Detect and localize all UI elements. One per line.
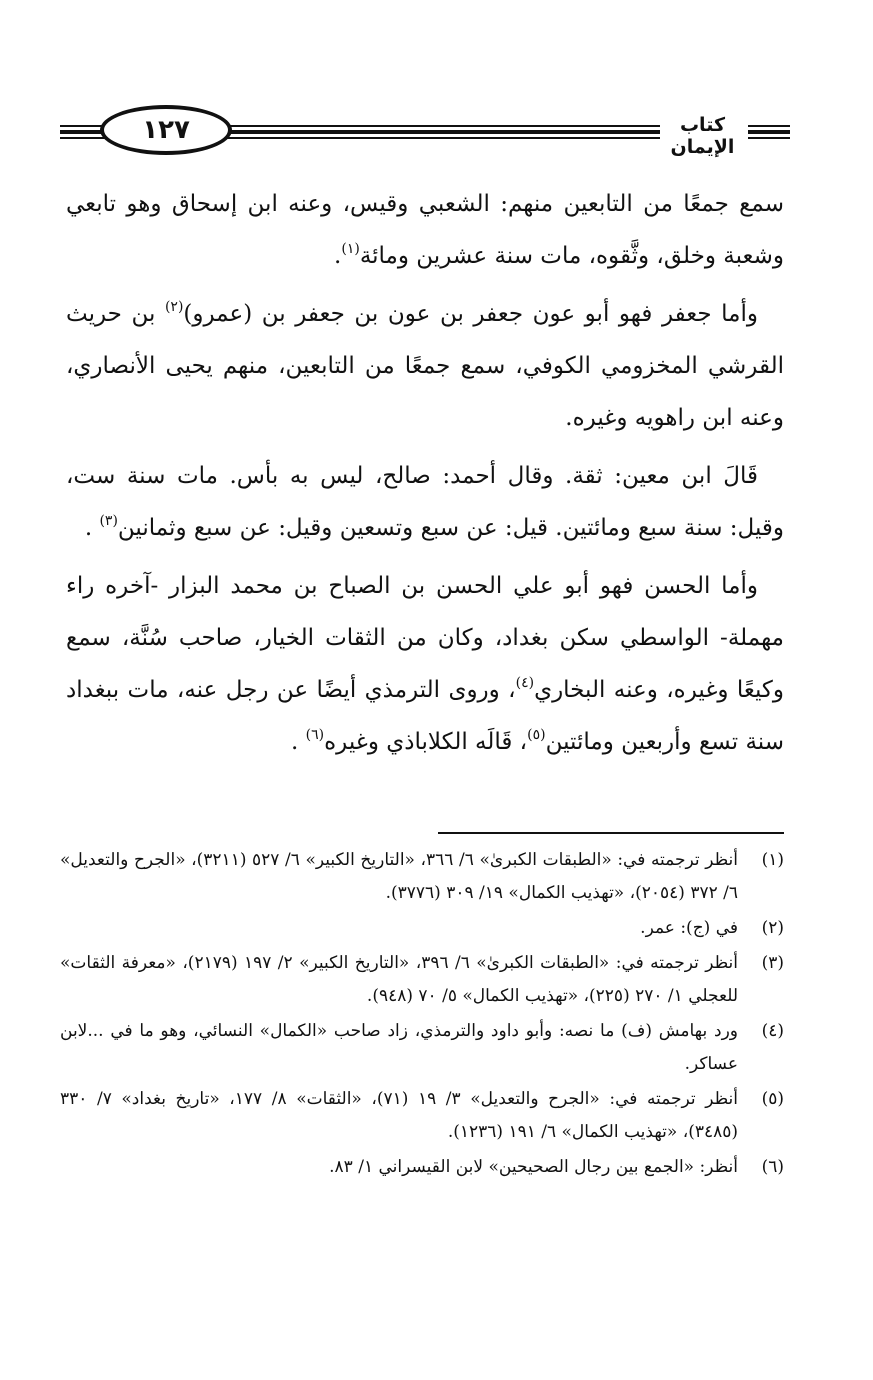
footnote-text: في (ج): عمر. <box>640 918 738 938</box>
footnote-text: أنظر: «الجمع بين رجال الصحيحين» لابن القيسراني ١/ ٨٣. <box>329 1157 738 1177</box>
header-rule-right <box>748 125 790 142</box>
footnote-reference: (٢) <box>164 299 184 315</box>
paragraph <box>66 288 784 444</box>
paragraph-text: ، قَالَه الكلاباذي وغيره <box>324 729 528 755</box>
footnote-number: (٦) <box>761 1157 784 1177</box>
paragraph <box>66 178 784 282</box>
footnote <box>60 1083 784 1149</box>
footnotes <box>60 844 784 1186</box>
footnote-reference: (٤) <box>515 675 535 691</box>
paragraph-text: وأما الحسن فهو أبو علي الحسن بن الصباح بن محمد البزار -آخره راء مهملة- الواسطي سكن بغداد، وكان من الثقات الخيار، صاحب سُنَّة، سمع وكيعًا وغيره، وعنه البخاري <box>66 573 784 703</box>
running-header <box>60 105 790 163</box>
footnote-number: (٣) <box>761 953 784 973</box>
paragraph <box>66 450 784 554</box>
footnote-reference: (١) <box>341 241 360 257</box>
paragraph-text: وأما جعفر فهو أبو عون جعفر بن عون بن جعفر بن (عمرو) <box>183 301 758 327</box>
footnote-reference: (٣) <box>99 513 118 529</box>
footnote <box>60 947 784 1013</box>
footnote-number: (٤) <box>761 1021 784 1041</box>
header-rule-middle <box>225 125 660 142</box>
footnote-text: أنظر ترجمته في: «الطبقات الكبرىٰ» ٦/ ٣٦٦، «التاريخ الكبير» ٦/ ٥٢٧ (٣٢١١)، «الجرح والتعديل» ٦/ ٣٧٢ (٢٠٥٤)، «تهذيب الكمال» ١٩/ ٣٠٩ (٣٧٧٦). <box>60 850 738 903</box>
footnote-reference: (٥) <box>527 727 546 743</box>
paragraph-tail: . <box>291 729 306 755</box>
paragraph-text: ، وروى الترمذي أيضًا عن رجل عنه، مات ببغداد سنة تسع وأربعين ومائتين <box>66 677 784 755</box>
footnote <box>60 912 784 945</box>
page-number: ١٢٧ <box>100 105 232 155</box>
paragraph-text: سمع جمعًا من التابعين منهم: الشعبي وقيس، وعنه ابن إسحاق وهو تابعي وشعبة وخلق، وثَّقوه، مات سنة عشرين ومائة <box>66 191 784 269</box>
footnote-number: (٥) <box>761 1089 784 1109</box>
footnote-number: (٢) <box>761 918 784 938</box>
footnote-text: أنظر ترجمته في: «الجرح والتعديل» ٣/ ١٩ (٧١)، «الثقات» ٨/ ١٧٧، «تاريخ بغداد» ٧/ ٣٣٠ (٣٤٨٥)، «تهذيب الكمال» ٦/ ١٩١ (١٢٣٦). <box>60 1089 738 1142</box>
footnote-reference: (٦) <box>305 727 325 743</box>
footnote <box>60 844 784 910</box>
paragraph-tail: . <box>84 515 100 541</box>
main-text <box>66 178 784 774</box>
footnote <box>60 1015 784 1081</box>
paragraph-tail: . <box>334 243 342 269</box>
chapter-title: كتاب الإيمان <box>670 114 735 158</box>
paragraph-text: قَالَ ابن معين: ثقة. وقال أحمد: صالح، ليس به بأس. مات سنة ست، وقيل: سنة سبع ومائتين. قيل: عن سبع وتسعين وقيل: عن سبع وثمانين <box>66 463 784 541</box>
footnote-separator <box>438 832 784 834</box>
paragraph-text: بن حريث القرشي المخزومي الكوفي، سمع جمعًا من التابعين، منهم يحيى الأنصاري، وعنه ابن راهويه وغيره. <box>66 301 784 431</box>
footnote-text: أنظر ترجمته في: «الطبقات الكبرىٰ» ٦/ ٣٩٦، «التاريخ الكبير» ٢/ ١٩٧ (٢١٧٩)، «معرفة الثقات» للعجلي ١/ ٢٧٠ (٢٢٥)، «تهذيب الكمال» ٥/ ٧٠ (٩٤٨). <box>60 953 738 1006</box>
paragraph <box>66 560 784 768</box>
footnote-number: (١) <box>761 850 784 870</box>
footnote <box>60 1151 784 1184</box>
footnote-text: ورد بهامش (ف) ما نصه: وأبو داود والترمذي، زاد صاحب «الكمال» النسائي، وهو ما في ...لابن عساكر. <box>60 1021 738 1074</box>
